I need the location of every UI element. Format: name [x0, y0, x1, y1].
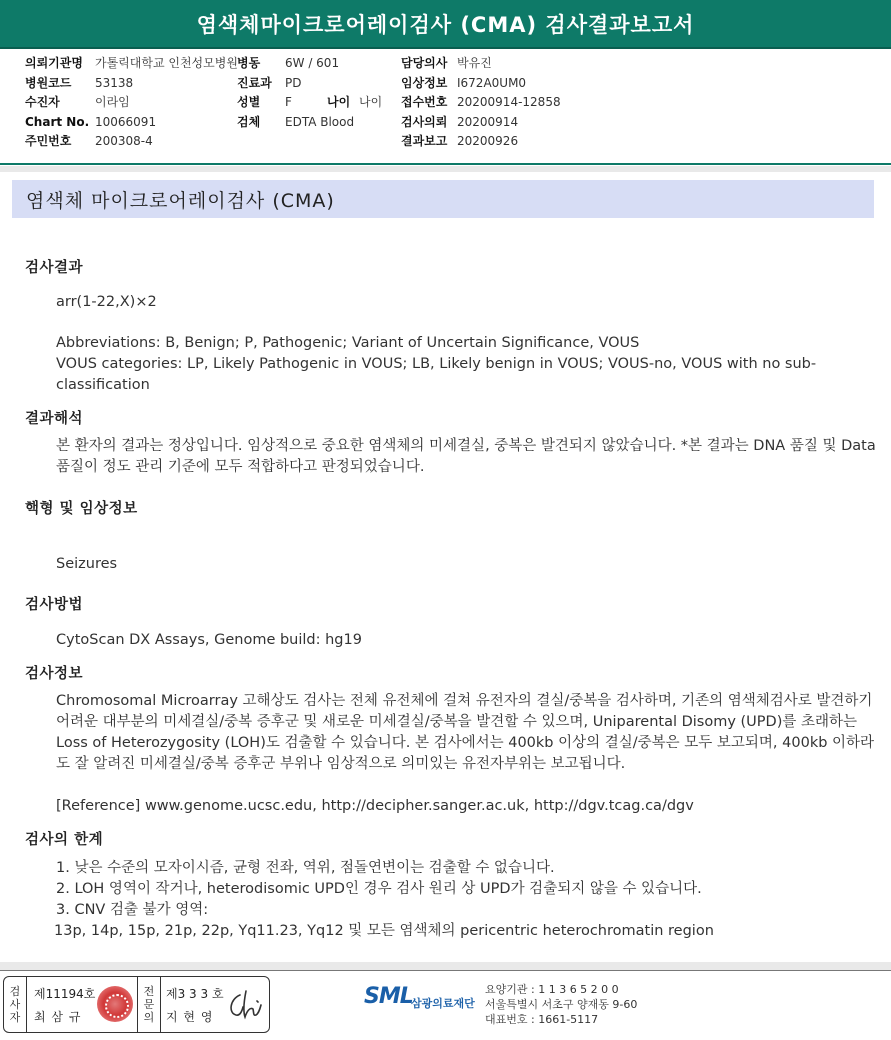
patient-value: 이라임: [95, 95, 130, 109]
sex-label: 성별: [237, 95, 261, 109]
interpretation-heading: 결과해석: [25, 411, 84, 427]
subtitle: 염색체 마이크로어레이검사 (CMA): [26, 189, 335, 212]
header-col1: [25, 54, 238, 152]
seal-stamp-icon: [97, 986, 133, 1022]
report-date-label: 결과보고: [401, 134, 448, 148]
signature-box: [3, 976, 270, 1033]
sml-logo: [364, 984, 484, 1018]
doctor-value: 박유진: [457, 56, 492, 70]
interpretation-text: 본 환자의 결과는 정상입니다. 임상적으로 중요한 염색체의 미세결실, 중복은 발견되지 않았습니다. *본 결과는 DNA 품질 및 Data 품질이 정도 관리 기준에 모두 적합하다고 판정되었습니다.: [56, 438, 876, 475]
age-value: 나이: [359, 95, 383, 109]
karyotype-result: arr(1-22,X)×2: [56, 294, 157, 310]
resident-no-label: 주민번호: [25, 134, 72, 148]
patient-label: 수진자: [25, 95, 60, 109]
doctor-label: 담당의사: [401, 56, 448, 70]
hospital-label: 의뢰기관명: [25, 56, 83, 70]
hospital-code-value: 53138: [95, 75, 134, 90]
examiner-label: 검 사 자: [4, 977, 27, 1032]
info-heading: 검사정보: [25, 666, 84, 682]
method-text: CytoScan DX Assays, Genome build: hg19: [56, 632, 362, 648]
report-title: 염색체마이크로어레이검사 (CMA) 검사결과보고서: [0, 0, 891, 49]
ward-label: 병동: [237, 56, 261, 70]
abbreviations: Abbreviations: B, Benign; P, Pathogenic; Variant of Uncertain Significance, VOUS: [56, 335, 640, 351]
resident-no-value: 200308-4: [95, 134, 153, 148]
method-heading: 검사방법: [25, 597, 84, 613]
subtitle-banner: [12, 180, 874, 218]
header-divider: [0, 163, 891, 165]
specimen-label: 검체: [237, 114, 261, 129]
specimen-value: EDTA Blood: [285, 114, 355, 129]
list-item: 1. 낮은 수준의 모자이시즘, 균형 전좌, 역위, 점돌연변이는 검출할 수 없습니다.: [56, 860, 555, 876]
clinical-text: Seizures: [56, 556, 118, 572]
examiner-name: 최 삼 규: [34, 1010, 82, 1024]
list-item: 13p, 14p, 15p, 21p, 22p, Yq11.23, Yq12 및 모든 염색체의 pericentric heterochromatin region: [54, 923, 714, 939]
hospital-code-label: 병원코드: [25, 75, 72, 90]
institution-address: 서울특별시 서초구 양재동 9-60: [485, 998, 638, 1011]
age-label: 나이: [327, 95, 351, 109]
dept-value: PD: [285, 75, 302, 90]
chart-no-value: 10066091: [95, 114, 157, 129]
header-shade: [0, 166, 891, 172]
chart-no-label: Chart No.: [25, 114, 90, 129]
limits-heading: 검사의 한계: [25, 832, 104, 848]
dept-label: 진료과: [237, 75, 272, 90]
examiner-license: 제11194호: [34, 987, 96, 1001]
vous-categories: VOUS categories: LP, Likely Pathogenic in VOUS; LB, Likely benign in VOUS; VOUS-no, VOUS with no sub-classification: [56, 356, 817, 393]
reference-text: [Reference] www.genome.ucsc.edu, http://decipher.sanger.ac.uk, http://dgv.tcag.ca/dgv: [56, 798, 694, 814]
list-item: 3. CNV 검출 불가 영역:: [56, 902, 209, 918]
report-date-value: 20200926: [457, 134, 519, 148]
footer-shade: [0, 962, 891, 970]
clinical-info-label: 임상정보: [401, 75, 448, 90]
footer-divider: [0, 970, 891, 971]
institution-code: 요양기관 : 1 1 3 6 5 2 0 0: [485, 983, 619, 996]
result-heading: 검사결과: [25, 260, 84, 276]
hospital-value: 가톨릭대학교 인천성모병원: [95, 56, 238, 70]
clinical-info-value: I672A0UM0: [457, 75, 527, 90]
specialist-license: 제3 3 3 호: [166, 987, 224, 1001]
institution-info: [485, 982, 637, 1027]
sex-value: F: [285, 95, 292, 109]
request-date-label: 검사의뢰: [401, 114, 448, 129]
institution-phone: 대표번호 : 1661-5117: [485, 1013, 599, 1026]
header-col3: [401, 54, 561, 152]
clinical-heading: 핵형 및 임상정보: [25, 501, 138, 517]
specialist-label: 전 문 의: [137, 977, 161, 1032]
specialist-name: 지 현 영: [166, 1010, 214, 1024]
header-col2: [237, 54, 382, 132]
signature-icon: [226, 987, 264, 1023]
receipt-no-label: 접수번호: [401, 95, 448, 109]
info-text: Chromosomal Microarray 고해상도 검사는 전체 유전체에 걸쳐 유전자의 결실/중복을 검사하며, 기존의 염색체검사로 발견하기 어려운 대부분의 미세결실/중복 증후군 및 새로운 미세결실/중복을 발견할 수 있으며, Uniparental Disomy (UPD)를 초래하는 Loss of Heterozygosity (LOH)도 검출할 수 있습니다. 본 검사에서는 400kb 이상의 결실/중복은 모두 보고되며, 400kb 이하라도 잘 알려진 미세결실/중복 증후군 부위나 임상적으로 의미있는 유전자부위는 보고됩니다.: [56, 693, 875, 772]
list-item: 2. LOH 영역이 작거나, heterodisomic UPD인 경우 검사 원리 상 UPD가 검출되지 않을 수 있습니다.: [56, 881, 702, 897]
receipt-no-value: 20200914-12858: [457, 95, 561, 109]
logo-name: 삼광의료재단: [411, 997, 475, 1010]
logo-mark: SML: [364, 984, 413, 1009]
request-date-value: 20200914: [457, 114, 519, 129]
ward-value: 6W / 601: [285, 56, 340, 70]
limits-list: [56, 858, 878, 942]
